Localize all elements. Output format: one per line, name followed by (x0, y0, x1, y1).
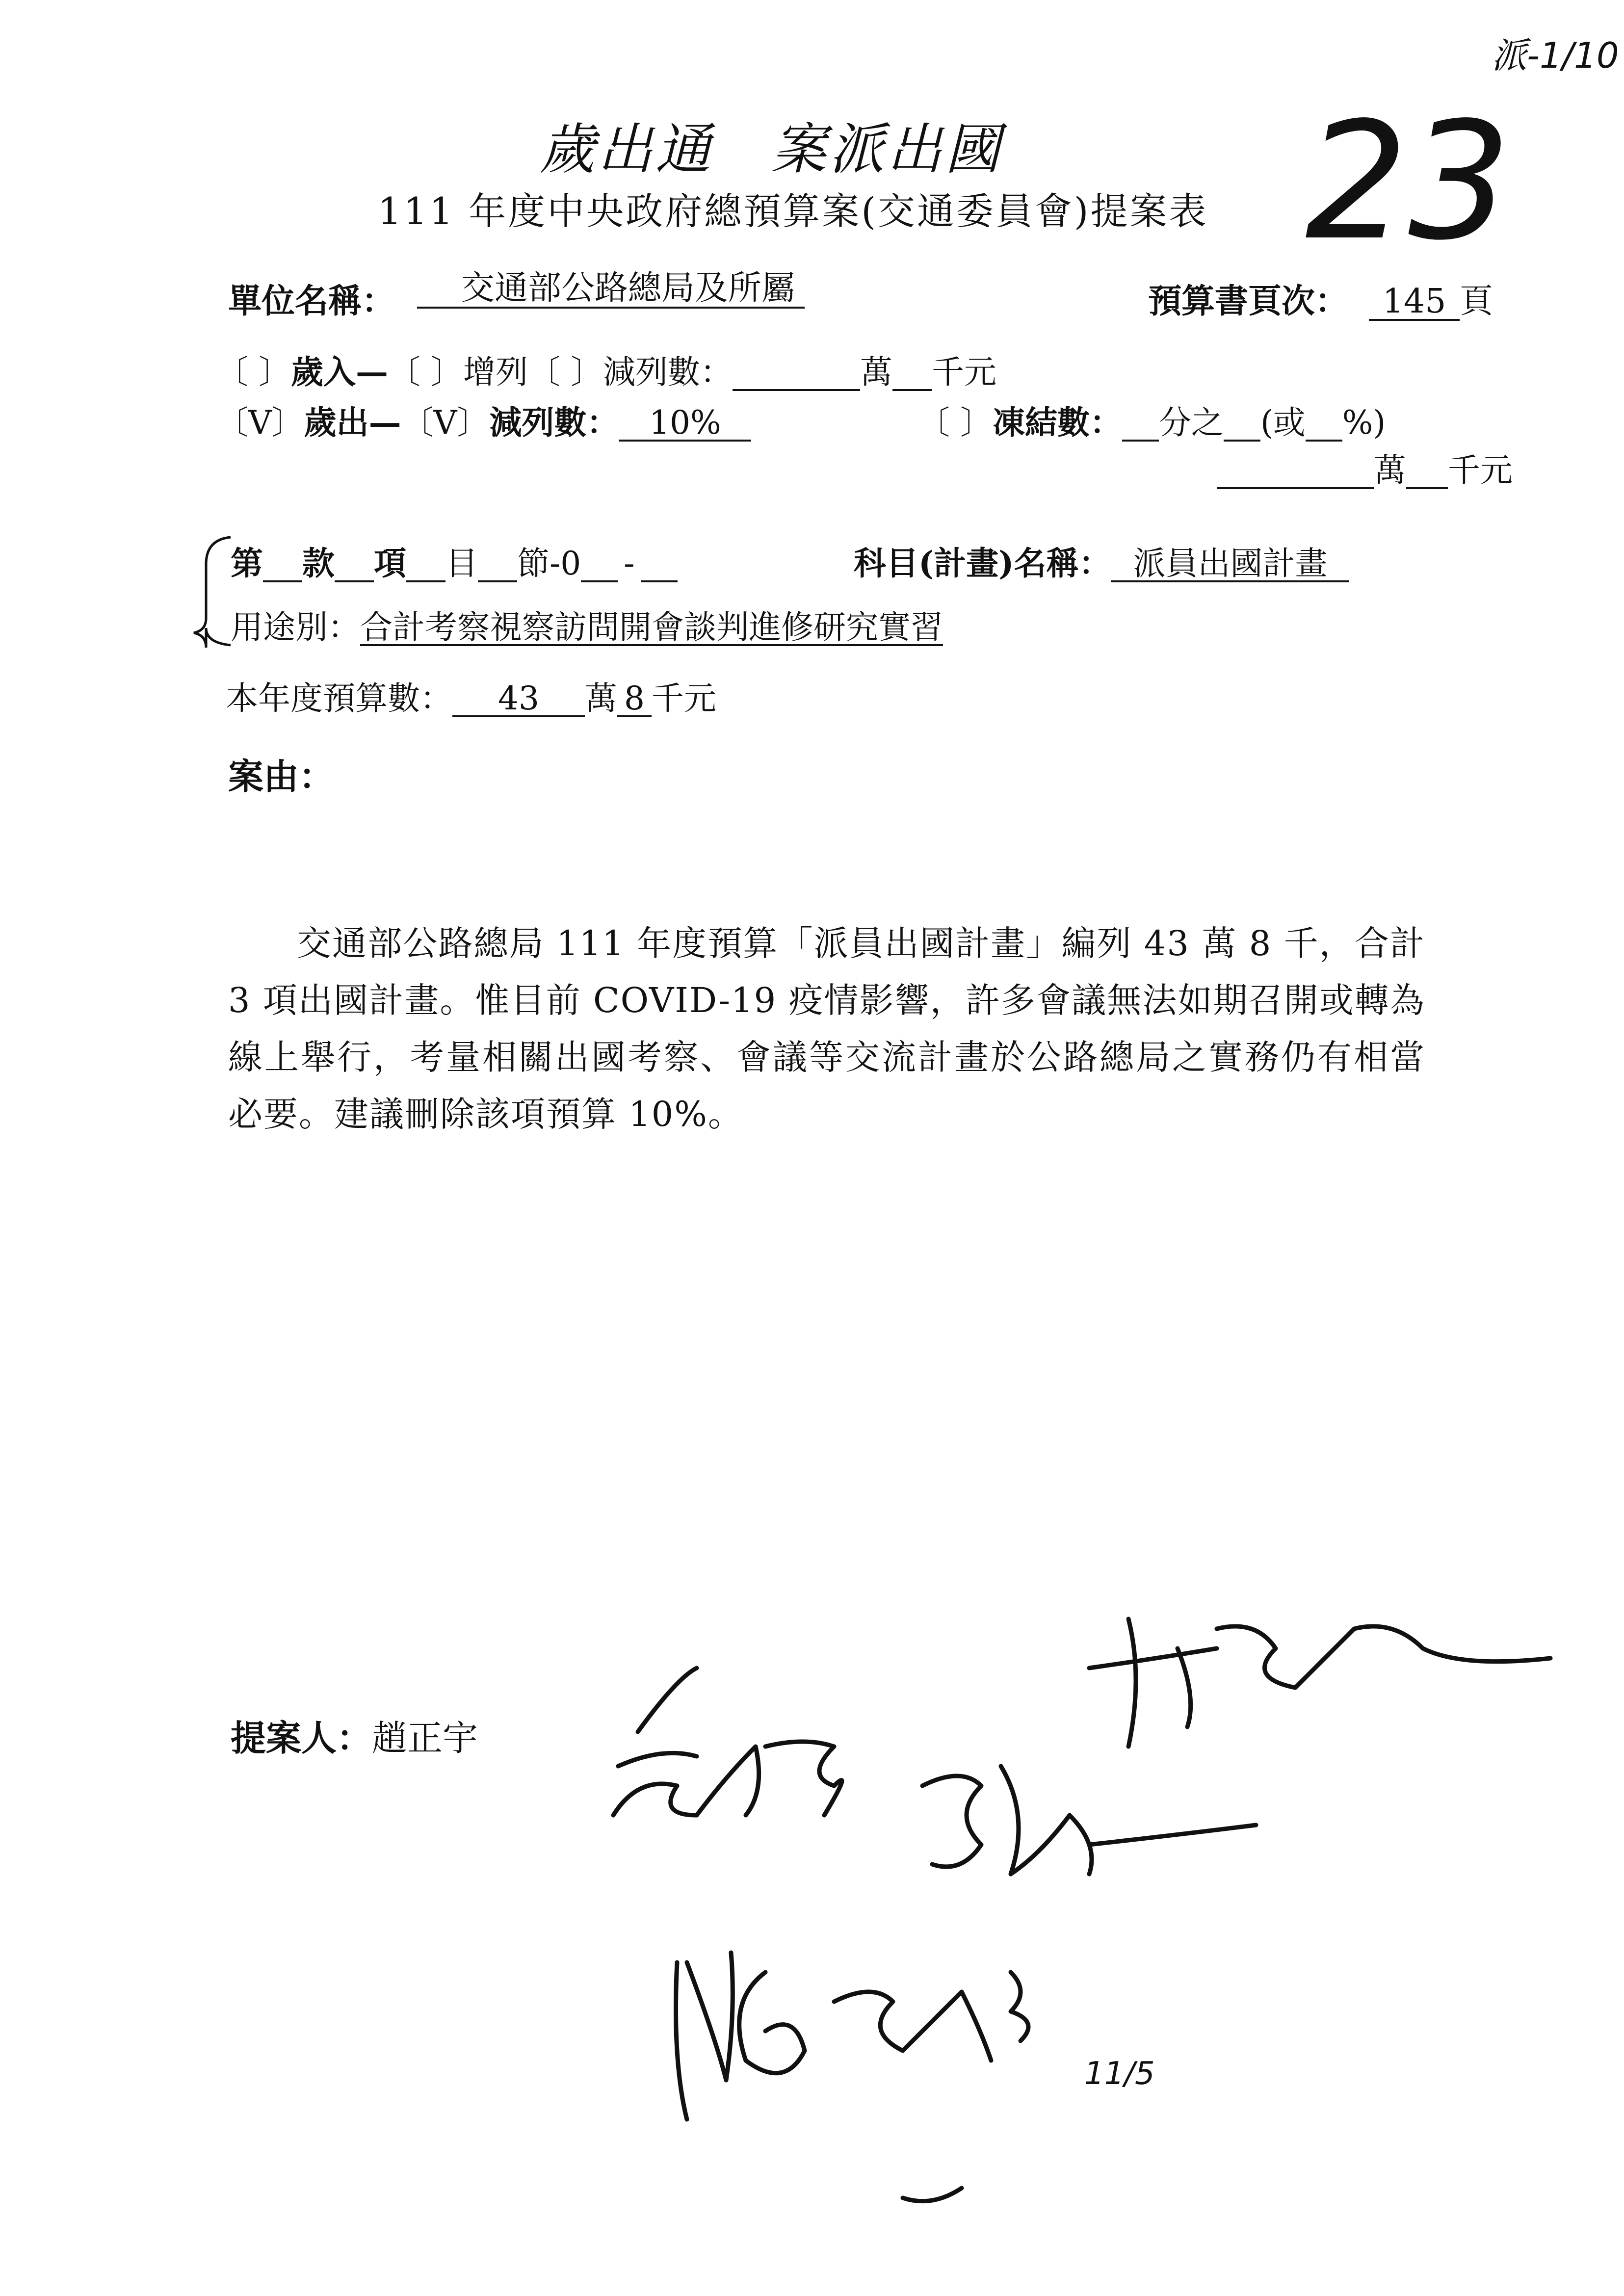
signature-2 (1089, 1619, 1550, 1747)
freeze-thousand: 千元 (1448, 451, 1513, 489)
bottom-mark (903, 2188, 962, 2201)
signature-3 (922, 1766, 1256, 1874)
date-mark: 11/5 (1084, 2056, 1155, 2092)
freeze-wan: 萬 (1374, 451, 1406, 489)
corner-note: 派-1/10 (1492, 35, 1619, 76)
proposer-name: 趙正宇 (372, 1718, 478, 1759)
revenue-decrease: 〔 〕減列數： (527, 353, 733, 391)
current-budget-thousand-value: 8 (617, 681, 652, 717)
budget-page-label: 預算書頁次： (1148, 282, 1349, 321)
current-budget-wan: 萬 (585, 679, 617, 717)
revenue-thousand: 千元 (931, 353, 996, 391)
reason-text: 交通部公路總局 111 年度預算「派員出國計畫」編列 43 萬 8 千，合計 3 項出國計畫。惟目前 COVID-19 疫情影響，許多會議無法如期召開或轉為線上舉行，考量相關出國考察、會議等交流計畫於公路總局之實務仍有相當必要。建議刪除該項預算 10%。 (228, 923, 1425, 1134)
jie-label: 目 (445, 545, 478, 582)
current-budget-wan-value: 43 (452, 681, 585, 717)
unit-value-text: 交通部公路總局及所屬 (417, 271, 805, 309)
unit-label: 單位名稱： (228, 282, 395, 321)
purpose-value: 合計考察視察訪問開會談判進修研究實習 (360, 608, 943, 646)
purpose-label: 用途別： (231, 608, 360, 646)
revenue-label: 歲入— (290, 353, 388, 391)
current-budget-label: 本年度預算數： (226, 679, 452, 717)
expenditure-label: 歲出— (304, 403, 401, 442)
fraction-mid: 分之 (1158, 404, 1224, 442)
budget-page-value: 145 (1369, 284, 1460, 321)
decrease-bracket: 〔V〕 (401, 404, 490, 442)
subject-value: 派員出國計畫 (1111, 547, 1349, 582)
revenue-bracket: 〔 〕 (216, 353, 291, 391)
proposal-number: 23 (1305, 87, 1511, 276)
page-title: 111 年度中央政府總預算案(交通委員會)提案表 (378, 189, 1208, 233)
current-budget-thousand: 千元 (652, 679, 716, 717)
subject-label: 科目(計畫)名稱： (854, 544, 1111, 582)
proposer-label: 提案人： (231, 1717, 372, 1759)
stamp-title: 歲出通 案派出國 (540, 118, 1003, 182)
signature-1 (613, 1668, 842, 1815)
kuan-label: 第 (231, 544, 263, 582)
paren-open: (或 (1260, 404, 1306, 442)
mu-label: 項 (374, 544, 406, 582)
xiang-label: 款 (302, 544, 335, 582)
paren-close: %) (1342, 404, 1386, 442)
dash: - (624, 545, 635, 582)
revenue-increase: 〔 〕增列 (388, 353, 528, 391)
decrease-value: 10% (619, 406, 751, 442)
reason-label: 案由： (228, 756, 335, 797)
jie-value: 節-0 (517, 545, 581, 582)
revenue-wan: 萬 (860, 353, 892, 391)
budget-page-unit: 頁 (1460, 282, 1493, 321)
freeze-label: 凍結數： (992, 403, 1122, 442)
signature-4 (676, 1953, 1029, 2119)
decrease-label: 減列數： (489, 403, 619, 442)
expenditure-bracket: 〔V〕 (216, 404, 304, 442)
freeze-bracket: 〔 〕 (917, 404, 993, 442)
